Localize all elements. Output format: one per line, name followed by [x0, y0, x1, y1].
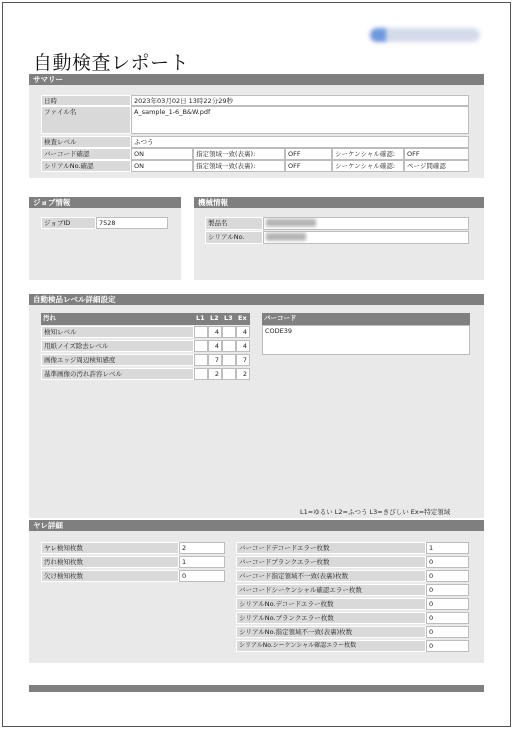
level-row-l1	[194, 340, 208, 352]
defect-right-value: 0	[426, 570, 469, 582]
level-row-name: 画像エッジ周辺検知感度	[41, 354, 194, 366]
defect-right-label: シリアルNo.デコードエラー枚数	[236, 598, 426, 610]
level-row-l3	[222, 354, 236, 366]
defect-section-header: ヤレ詳細	[29, 520, 484, 531]
level-row-l2: 4	[208, 326, 222, 338]
level-row-l2: 2	[208, 368, 222, 380]
serial-region-value: OFF	[285, 160, 332, 172]
level-row-l2: 7	[208, 354, 222, 366]
barcode-check-value: ON	[131, 148, 193, 160]
datetime-value: 2023年03月02日 13時22分29秒	[131, 95, 469, 106]
stain-header: 汚れ	[41, 313, 194, 325]
defect-left-value: 2	[179, 542, 225, 554]
level-row-l3	[222, 340, 236, 352]
level-row-l1	[194, 326, 208, 338]
defect-left-label: 汚れ検知枚数	[41, 556, 179, 568]
barcode-seq-value: OFF	[404, 148, 469, 160]
l1-header: L1	[194, 313, 208, 325]
serial-check-label: シリアルNo.確認	[41, 160, 131, 172]
defect-right-value: 0	[426, 598, 469, 610]
defect-right-value: 0	[426, 612, 469, 624]
defect-right-value: 0	[426, 626, 469, 638]
defect-left-value: 0	[179, 570, 225, 582]
defect-right-label: シリアルNo.指定領域不一致(表裏)枚数	[236, 626, 426, 638]
level-row-ex: 4	[236, 326, 250, 338]
level-row-name: 基準画像の汚れ許容レベル	[41, 368, 194, 380]
level-row-l1	[194, 354, 208, 366]
level-row-name: 検知レベル	[41, 326, 194, 338]
product-name-value: ██████████	[263, 217, 469, 230]
file-label: ファイル名	[41, 106, 131, 134]
summary-section-header: サマリー	[29, 74, 484, 85]
product-name-label: 製品名	[205, 217, 263, 230]
job-id-label: ジョブID	[41, 217, 96, 229]
job-section-header: ジョブ情報	[29, 197, 181, 208]
level-value: ふつう	[131, 136, 469, 148]
l3-header: L3	[222, 313, 236, 325]
barcode-type-value: CODE39	[262, 325, 470, 355]
serial-check-value: ON	[131, 160, 193, 172]
defect-left-label: 欠け検知枚数	[41, 570, 179, 582]
defect-right-label: バーコードブランクエラー枚数	[236, 556, 426, 568]
file-value: A_sample_1-6_B&W.pdf	[131, 106, 469, 134]
defect-right-label: シリアルNo.シーケンシャル確認エラー枚数	[236, 640, 426, 652]
level-legend: L1=ゆるい L2=ふつう L3=きびしい Ex=特定領域	[300, 508, 451, 516]
defect-right-label: バーコード指定領域不一致(表裏)枚数	[236, 570, 426, 582]
datetime-label: 日時	[41, 95, 131, 106]
level-detail-section-header: 自動検品レベル詳細設定	[29, 294, 484, 305]
machine-section-header: 機械情報	[194, 197, 484, 208]
level-row-ex: 4	[236, 340, 250, 352]
job-id-value: 7528	[96, 217, 168, 229]
level-row-ex: 7	[236, 354, 250, 366]
defect-right-label: バーコードデコードエラー枚数	[236, 542, 426, 554]
level-row-ex: 2	[236, 368, 250, 380]
barcode-check-label: バーコード確認	[41, 148, 131, 160]
defect-right-label: シリアルNo.ブランクエラー枚数	[236, 612, 426, 624]
footer-bar	[29, 685, 484, 692]
ex-header: Ex	[236, 313, 250, 325]
page-title: 自動検査レポート	[33, 52, 190, 74]
barcode-seq-label: シーケンシャル確認:	[332, 148, 404, 160]
level-row-l3	[222, 368, 236, 380]
serial-number-value: ████████	[263, 231, 469, 244]
defect-right-label: バーコードシーケンシャル確認エラー枚数	[236, 584, 426, 596]
barcode-region-value: OFF	[285, 148, 332, 160]
defect-right-value: 1	[426, 542, 469, 554]
level-row-l1	[194, 368, 208, 380]
level-row-name: 用紙ノイズ除去レベル	[41, 340, 194, 352]
l2-header: L2	[208, 313, 222, 325]
serial-number-label: シリアルNo.	[205, 231, 263, 244]
defect-right-value: 0	[426, 640, 469, 652]
blurred-logo-icon	[370, 28, 480, 42]
level-row-l2: 4	[208, 340, 222, 352]
level-row-l3	[222, 326, 236, 338]
defect-left-value: 1	[179, 556, 225, 568]
barcode-region-label: 指定領域一致(表裏):	[193, 148, 285, 160]
barcode-header: バーコード	[262, 313, 470, 325]
serial-seq-value: ページ間確認	[404, 160, 469, 172]
level-label: 検査レベル	[41, 136, 131, 148]
defect-left-label: ヤレ検知枚数	[41, 542, 179, 554]
serial-region-label: 指定領域一致(表裏):	[193, 160, 285, 172]
defect-right-value: 0	[426, 556, 469, 568]
serial-seq-label: シーケンシャル確認:	[332, 160, 404, 172]
defect-right-value: 0	[426, 584, 469, 596]
